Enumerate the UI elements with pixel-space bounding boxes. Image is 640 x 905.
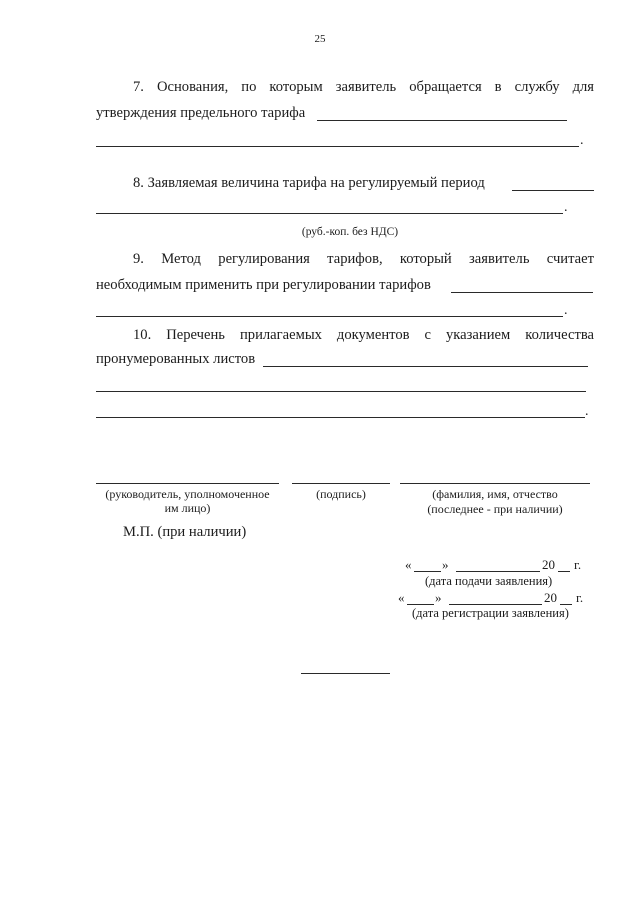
submission-year-prefix: 20 bbox=[542, 557, 555, 572]
item10-line1: 10. Перечень прилагаемых документов с указанием количества bbox=[133, 327, 594, 343]
item9-fill-line-1[interactable] bbox=[451, 292, 593, 293]
item9-period: . bbox=[564, 303, 568, 318]
registration-close-quote: » bbox=[435, 590, 442, 605]
item8-unit-note: (руб.-коп. без НДС) bbox=[301, 226, 399, 238]
submission-year-suffix: г. bbox=[574, 557, 582, 572]
item8-period: . bbox=[564, 200, 568, 215]
item10-fill-line-1[interactable] bbox=[263, 366, 588, 367]
head-signature-line[interactable] bbox=[96, 483, 279, 484]
stamp-note: М.П. (при наличии) bbox=[123, 524, 247, 540]
item8-fill-line-2[interactable] bbox=[96, 213, 563, 214]
item10-fill-line-2[interactable] bbox=[96, 391, 586, 392]
item9-line2: необходимым применить при регулировании тарифов bbox=[96, 277, 431, 293]
page-number: 25 bbox=[314, 33, 326, 45]
name-caption-line2: (последнее - при наличии) bbox=[427, 502, 563, 516]
submission-open-quote: « bbox=[405, 557, 412, 572]
sign-caption: (подпись) bbox=[316, 487, 366, 501]
registration-day-field[interactable] bbox=[407, 604, 434, 605]
item7-line1: 7. Основания, по которым заявитель обращается в службу для bbox=[133, 79, 594, 95]
item7-fill-line-1[interactable] bbox=[317, 120, 567, 121]
sign-line[interactable] bbox=[292, 483, 390, 484]
head-caption-line2: им лицо) bbox=[164, 501, 211, 515]
item7-period: . bbox=[580, 133, 584, 148]
head-caption-line1: (руководитель, уполномоченное bbox=[105, 487, 270, 501]
registration-month-field[interactable] bbox=[449, 604, 542, 605]
item10-line2: пронумерованных листов bbox=[96, 351, 256, 367]
item8-fill-line-1[interactable] bbox=[512, 190, 594, 191]
registration-open-quote: « bbox=[398, 590, 405, 605]
submission-month-field[interactable] bbox=[456, 571, 540, 572]
registration-year-field[interactable] bbox=[560, 604, 572, 605]
name-caption-line1: (фамилия, имя, отчество bbox=[432, 487, 558, 501]
submission-date-label: (дата подачи заявления) bbox=[425, 574, 553, 588]
submission-day-field[interactable] bbox=[414, 571, 441, 572]
item8-line1: 8. Заявляемая величина тарифа на регулируемый период bbox=[133, 175, 485, 191]
item7-fill-line-2[interactable] bbox=[96, 146, 579, 147]
submission-close-quote: » bbox=[442, 557, 449, 572]
item10-fill-line-3[interactable] bbox=[96, 417, 585, 418]
item9-fill-line-2[interactable] bbox=[96, 316, 563, 317]
name-line[interactable] bbox=[400, 483, 590, 484]
submission-date-row bbox=[405, 557, 585, 575]
registration-year-suffix: г. bbox=[576, 590, 584, 605]
submission-year-field[interactable] bbox=[558, 571, 570, 572]
item7-line2: утверждения предельного тарифа bbox=[96, 105, 306, 121]
registration-year-prefix: 20 bbox=[544, 590, 557, 605]
end-separator-line bbox=[301, 673, 390, 674]
item10-period: . bbox=[585, 404, 589, 419]
registration-date-label: (дата регистрации заявления) bbox=[412, 606, 569, 620]
item9-line1: 9. Метод регулирования тарифов, который заявитель считает bbox=[133, 251, 594, 267]
